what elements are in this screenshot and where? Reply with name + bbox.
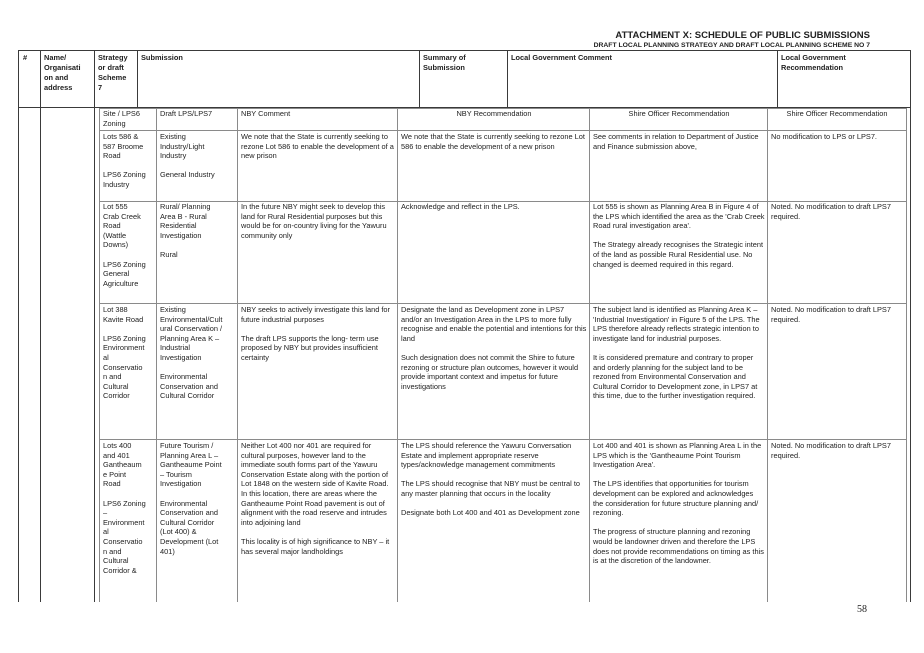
nested-table-column-divider <box>156 108 157 602</box>
subheader-nby-comment: NBY Comment <box>241 109 291 118</box>
header-strategy: Strategy or draft Scheme 7 <box>98 53 128 92</box>
page-number: 58 <box>857 604 867 615</box>
table-column-divider <box>94 50 95 602</box>
nested-table-border-right <box>906 108 907 602</box>
nested-table-row-divider <box>99 303 907 304</box>
nested-table-row-divider <box>99 201 907 202</box>
subheader-officer-recommendation: Shire Officer Recommendation <box>628 109 730 118</box>
table-cell-draft: Existing Industry/Light Industry General Industry <box>160 132 215 180</box>
table-cell-officer-recommendation: Lot 400 and 401 is shown as Planning Area L in the LPS which is the 'Gantheaume Point Tourism Investigation Area'. The LPS identifies that opportunities for tourism development can be explored and acknowledges the consideration for future structure planning and/ rezoning. The progress of structure planning and rezoning would be landowner driven and therefore the LPS does not provide recommendations on timing as this is at the discretion of the landowner. <box>593 441 764 566</box>
table-cell-site: Lot 388 Kavite Road LPS6 Zoning Environment al Conservatio n and Cultural Corridor <box>103 305 146 401</box>
nested-table-column-divider <box>767 108 768 602</box>
table-cell-site: Lots 400 and 401 Gantheaum e Point Road LPS6 Zoning – Environment al Conservatio n and Cultural Corridor & <box>103 441 146 575</box>
subheader-site: Site / LPS6 Zoning <box>103 109 140 128</box>
table-cell-nby-comment: In the future NBY might seek to develop this land for Rural Residential purposes but this would be for on-country living for the Yawuru community only <box>241 202 387 240</box>
table-cell-nby-comment: We note that the State is currently seeking to rezone Lot 586 to enable the development of a new prison <box>241 132 394 161</box>
table-cell-officer-recommendation-2: No modification to LPS or LPS7. <box>771 132 877 141</box>
subheader-nby-recommendation: NBY Recommendation <box>456 109 532 118</box>
nested-table-row-divider <box>99 439 907 440</box>
header-submission: Submission <box>141 53 183 62</box>
table-cell-nby-recommendation: The LPS should reference the Yawuru Conversation Estate and implement appropriate reserve types/acknowledge management commitments The LPS should recognise that NBY must be central to any master planning that occurs in the locality Designate both Lot 400 and 401 as Development zone <box>401 441 580 518</box>
header-lg-recommendation: Local Government Recommendation <box>781 53 846 72</box>
table-column-divider <box>40 50 41 602</box>
table-cell-officer-recommendation-2: Noted. No modification to draft LPS7 required. <box>771 441 891 460</box>
header-name: Name/ Organisati on and address <box>44 53 81 92</box>
table-cell-site: Lot 555 Crab Creek Road (Wattle Downs) LPS6 Zoning General Agriculture <box>103 202 146 288</box>
nested-table-border-top <box>99 108 907 109</box>
table-cell-nby-comment: NBY seeks to actively investigate this land for future industrial purposes The draft LPS supports the long- term use proposed by NBY but provides insufficient certainty <box>241 305 390 362</box>
table-border-right <box>910 50 911 602</box>
table-cell-draft: Rural/ Planning Area B - Rural Residential Investigation Rural <box>160 202 211 259</box>
table-column-divider <box>137 50 138 107</box>
table-border-left <box>18 50 19 602</box>
table-cell-nby-recommendation: We note that the State is currently seeking to rezone Lot 586 to enable the development of a new prison <box>401 132 585 151</box>
table-cell-officer-recommendation: The subject land is identified as Planning Area K – 'Industrial Investigation' in Figure 5 of the LPS. The LPS therefore already reflects strategic intention to investigate land for industrial purposes. It is considered premature and contrary to proper and orderly planning for the subject land to be rezoned from Environmental Conservation and Cultural Corridor to Development zone, in LPS7 at this time, due to the further investigation required. <box>593 305 760 401</box>
table-cell-draft: Future Tourism / Planning Area L – Gantheaume Point – Tourism Investigation Environmental Conservation and Cultural Corridor (Lot 400) & Development (Lot 401) <box>160 441 222 556</box>
attachment-title: ATTACHMENT X: SCHEDULE OF PUBLIC SUBMISSIONS <box>615 30 870 41</box>
nested-table-column-divider <box>237 108 238 602</box>
table-column-divider <box>507 50 508 107</box>
table-cell-officer-recommendation-2: Noted. No modification to draft LPS7 required. <box>771 202 891 221</box>
table-column-divider <box>419 50 420 107</box>
table-cell-officer-recommendation-2: Noted. No modification to draft LPS7 required. <box>771 305 891 324</box>
table-cell-officer-recommendation: Lot 555 is shown as Planning Area B in Figure 4 of the LPS which identified the area as the 'Crab Creek Road rural investigation area'. The Strategy already recognises the Strategic intent of the land as possible Rural Residential use. No changed is deemed required in this regard. <box>593 202 765 269</box>
nested-table-column-divider <box>589 108 590 602</box>
table-cell-draft: Existing Environmental/Cult ural Conservation / Planning Area K – Industrial Investigation Environmental Conservation and Cultural Corridor <box>160 305 223 401</box>
subheader-officer-recommendation-2: Shire Officer Recommendation <box>786 109 888 118</box>
subheader-draft: Draft LPS/LPS7 <box>160 109 213 118</box>
table-cell-nby-recommendation: Designate the land as Development zone in LPS7 and/or an Investigation Area in the LPS to more fully recognise and enable the potential and intentions for this land Such designation does not commit the Shire to future rezoning or structure plan outcomes, however it would provide important context and impetus for future investigations <box>401 305 587 391</box>
header-summary: Summary of Submission <box>423 53 466 72</box>
table-cell-site: Lots 586 & 587 Broome Road LPS6 Zoning Industry <box>103 132 146 189</box>
nested-table-column-divider <box>397 108 398 602</box>
attachment-subtitle: DRAFT LOCAL PLANNING STRATEGY AND DRAFT LOCAL PLANNING SCHEME NO 7 <box>593 42 870 49</box>
table-cell-nby-recommendation: Acknowledge and reflect in the LPS. <box>401 202 520 211</box>
table-column-divider <box>777 50 778 107</box>
header-lg-comment: Local Government Comment <box>511 53 613 62</box>
table-cell-officer-recommendation: See comments in relation to Department of Justice and Finance submission above, <box>593 132 759 151</box>
header-number: # <box>23 53 28 62</box>
nested-table-row-divider <box>99 130 907 131</box>
nested-table-border-left <box>99 108 100 602</box>
table-cell-nby-comment: Neither Lot 400 nor 401 are required for cultural purposes, however land to the immediate south forms part of the Yawuru Conservation Estate along with the portion of Lot 1848 on the western side of Kavite Road. In this location, there are areas where the Gantheaume Point Road pavement is out of alignment with the road reserve and intrudes into adjoining land This locality is of high significance to NBY – it has several major landholdings <box>241 441 390 556</box>
